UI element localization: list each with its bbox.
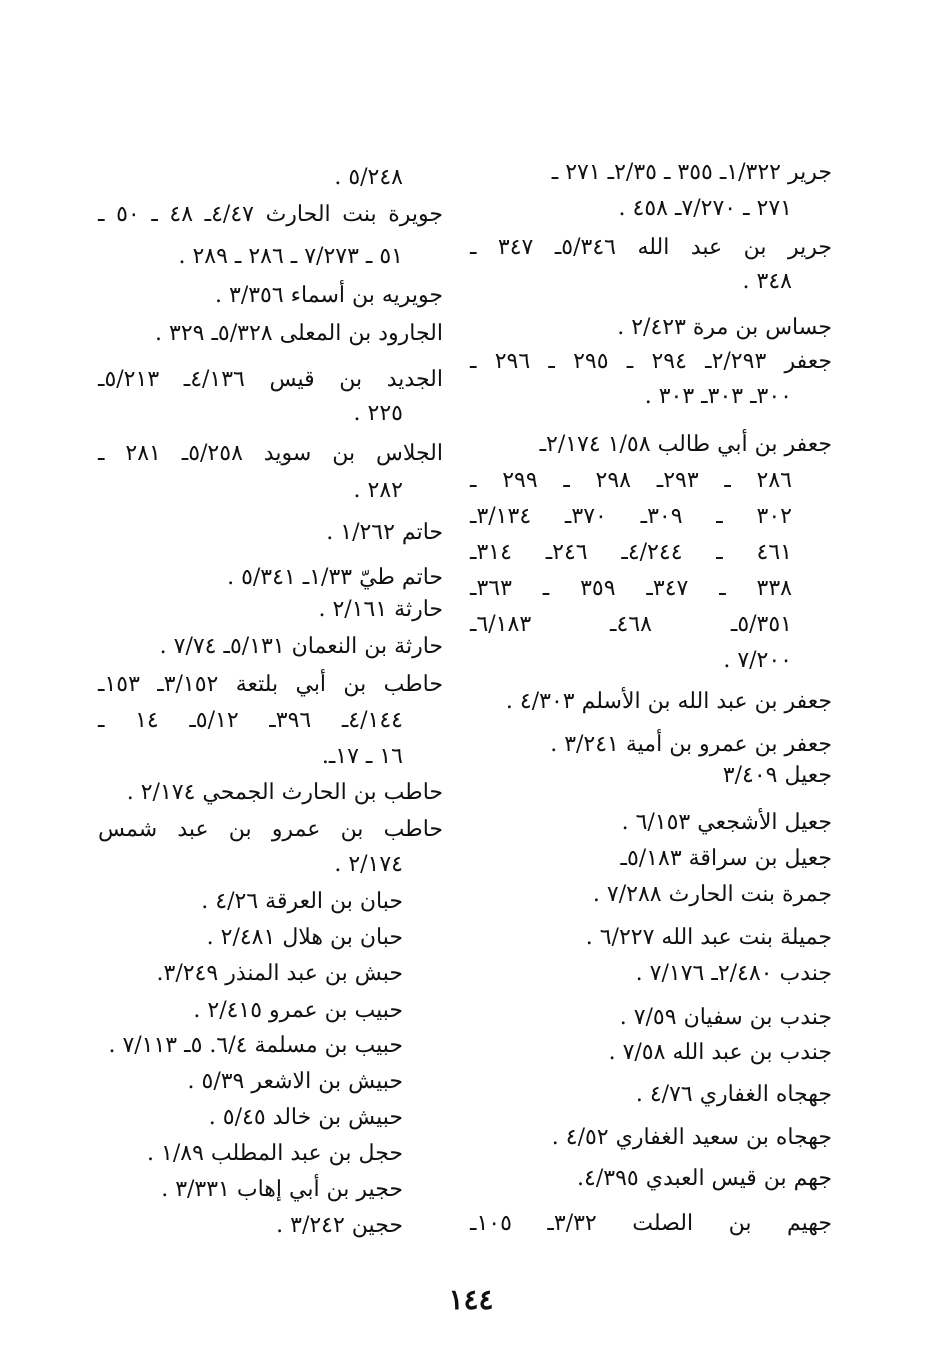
index-entry: حبيب بن عمرو ٢/٤١٥ . [193,998,403,1023]
index-entry: جهيم بن الصلت ٣/٣٢ـ ١٠٥ـ [470,1211,832,1236]
index-entry: حاطب بن عمرو بن عبد شمس [98,817,443,842]
index-entry-continuation: ٧/٢٠٠ . [723,648,792,673]
index-entry: جمرة بنت الحارث ٧/٢٨٨ . [592,882,832,907]
index-entry: جعيل ٣/٤٠٩ [722,763,832,788]
index-entry: حاتم طيّ ١/٣٣ـ ٥/٣٤١ . [227,565,443,590]
index-entry: حبان بن العرقة ٤/٢٦ . [201,889,403,914]
index-entry: جعيل الأشجعي ٦/١٥٣ . [621,810,832,835]
index-entry: جميلة بنت عبد الله ٦/٢٢٧ . [585,925,832,950]
index-entry-continuation: ٢٧١ ـ ٧/٢٧٠ـ ٤٥٨ . [618,196,792,221]
index-entry-continuation: ٢٨٢ . [353,478,403,503]
index-entry-continuation: ٣٠٠ـ ٣٠٣ـ ٣٠٣ . [644,384,792,409]
index-entry-continuation: ١٦ ـ ١٧ـ. [321,744,403,769]
index-entry: جعفر بن أبي طالب ١/٥٨ ٢/١٧٤ـ [539,432,832,457]
index-entry: جعفر ٢/٢٩٣ـ ٢٩٤ ـ ٢٩٥ ـ ٢٩٦ ـ [470,349,832,374]
index-entry-continuation: ٥١ ـ ٧/٢٧٣ ـ ٢٨٦ ـ ٢٨٩ . [178,244,403,269]
index-entry-continuation: ٢٨٦ ـ ٢٩٣ـ ٢٩٨ ـ ٢٩٩ ـ [470,468,792,493]
index-entry-continuation: ٤٦١ ـ ٤/٢٤٤ـ ٢٤٦ـ ٣١٤ـ [470,540,792,565]
index-entry: جرير بن عبد الله ٥/٣٤٦ـ ٣٤٧ ـ [470,235,832,260]
index-entry: حارثة بن النعمان ٥/١٣١ـ ٧/٧٤ . [159,634,443,659]
index-entry: حبيش بن خالد ٥/٤٥ . [208,1105,403,1130]
page-number: ١٤٤ [448,1283,494,1316]
index-entry: جندب ٢/٤٨٠ـ ٧/١٧٦ . [635,961,832,986]
index-entry: حبيش بن الاشعر ٥/٣٩ . [187,1069,403,1094]
index-entry: جعيل بن سراقة ٥/١٨٣ـ [620,846,832,871]
index-entry: جندب بن سفيان ٧/٥٩ . [619,1005,832,1030]
index-entry-continuation: ٢/١٧٤ . [334,852,403,877]
index-entry: الجديد بن قيس ٤/١٣٦ـ ٥/٢١٣ـ [98,367,443,392]
index-entry-continuation: ٥/٢٤٨ . [334,165,403,190]
index-entry: حبان بن هلال ٢/٤٨١ . [206,925,403,950]
index-entry: جندب بن عبد الله ٧/٥٨ . [608,1040,832,1065]
index-entry-continuation: ٣٣٨ ـ ٣٤٧ـ ٣٥٩ ـ ٣٦٣ـ [470,576,792,601]
index-entry: حجين ٣/٢٤٢ . [276,1213,403,1238]
index-entry: حجل بن عبد المطلب ١/٨٩ . [147,1141,403,1166]
index-entry-continuation: ٣٠٢ ـ ٣٠٩ـ ٣٧٠ـ ٣/١٣٤ـ [470,504,792,529]
index-entry: جويرة بنت الحارث ٤/٤٧ـ ٤٨ ـ ٥٠ ـ [98,202,443,227]
index-entry: جعفر بن عمرو بن أمية ٣/٢٤١ . [550,732,832,757]
index-entry-continuation: ٢٢٥ . [353,401,403,426]
index-entry: جعفر بن عبد الله بن الأسلم ٤/٣٠٣ . [505,689,832,714]
index-entry: حاتم ١/٢٦٢ . [326,520,443,545]
index-entry: الجارود بن المعلى ٥/٣٢٨ـ ٣٢٩ . [155,321,443,346]
index-entry: الجلاس بن سويد ٥/٢٥٨ـ ٢٨١ ـ [98,441,443,466]
index-entry: حاطب بن أبي بلتعة ٣/١٥٢ـ ١٥٣ـ [98,672,443,697]
index-entry-continuation: ٤/١٤٤ـ ٣٩٦ـ ٥/١٢ـ ١٤ ـ [98,708,403,733]
index-entry: حبيب بن مسلمة ٦/٤. ٥ـ ٧/١١٣ . [108,1033,403,1058]
index-entry-continuation: ٥/٣٥١ـ ٤٦٨ـ ٦/١٨٣ـ [470,612,792,637]
index-entry: جرير ١/٣٢٢ـ ٣٥٥ ـ ٢/٣٥ـ ٢٧١ ـ [551,160,832,185]
index-entry: جهجاه الغفاري ٤/٧٦ . [635,1082,832,1107]
index-entry: حارثة ٢/١٦١ . [318,597,443,622]
index-entry: حجير بن أبي إهاب ٣/٣٣١ . [161,1177,403,1202]
index-entry: جهم بن قيس العبدي ٤/٣٩٥. [577,1166,832,1191]
index-entry-continuation: ٣٤٨ . [742,269,792,294]
index-entry: جويريه بن أسماء ٣/٣٥٦ . [215,283,443,308]
index-entry: حبش بن عبد المنذر ٣/٢٤٩. [156,961,403,986]
index-entry: جهجاه بن سعيد الغفاري ٤/٥٢ . [551,1125,832,1150]
index-entry: جساس بن مرة ٢/٤٢٣ . [617,315,832,340]
index-entry: حاطب بن الحارث الجمحي ٢/١٧٤ . [126,780,443,805]
